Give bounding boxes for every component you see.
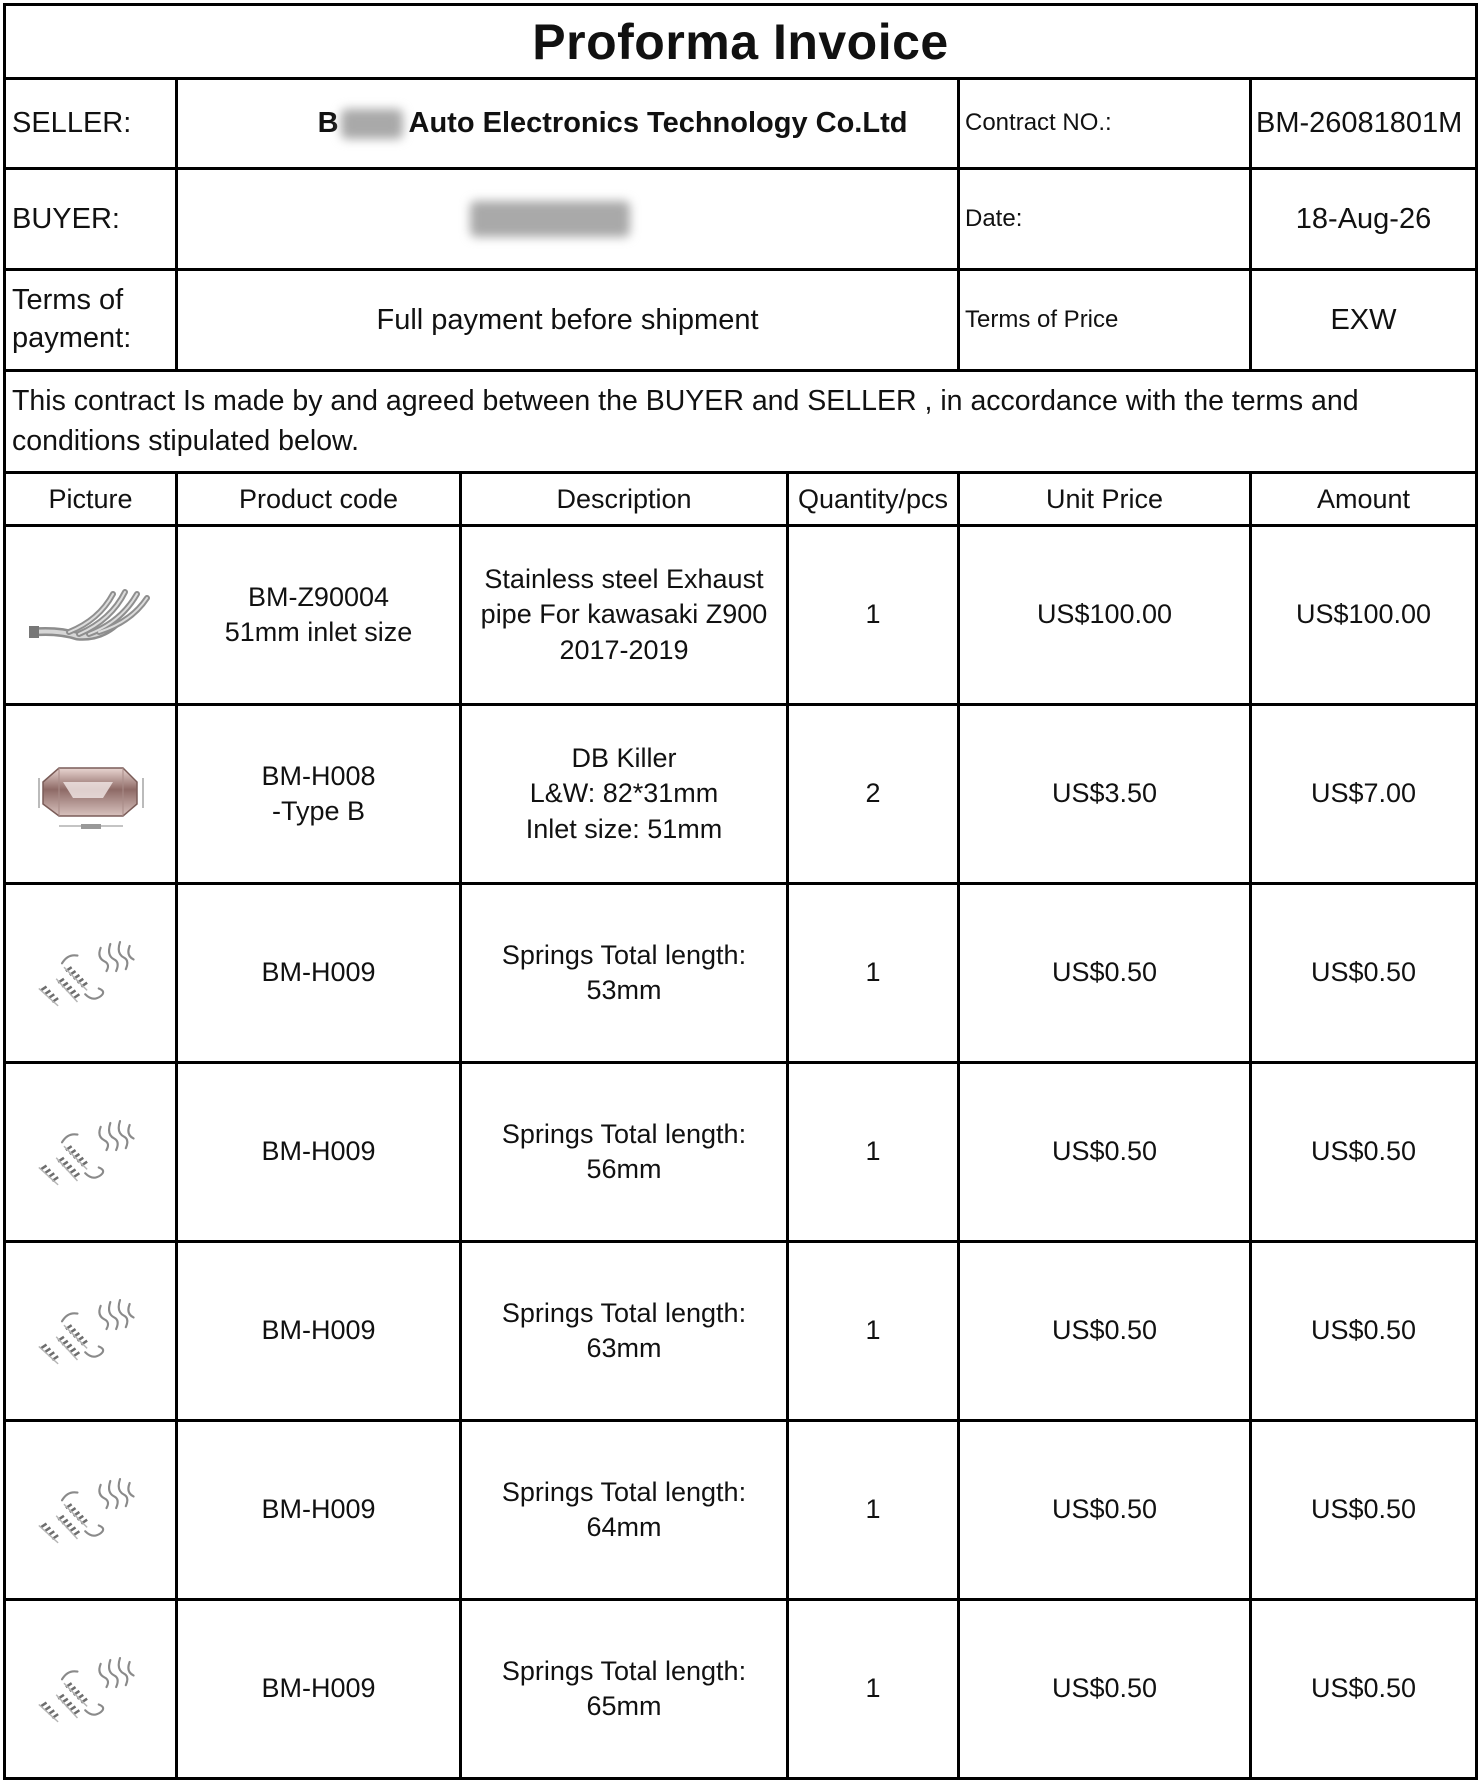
contract-no-value: BM-26081801M [1251,79,1477,169]
product-description [461,1242,788,1421]
product-picture [5,705,177,884]
description-line: 56mm [586,1154,662,1184]
product-picture [5,526,177,705]
seller-name [177,79,959,169]
seller-label: SELLER: [5,79,177,169]
buyer-label: BUYER: [5,169,177,270]
unit-price: US$0.50 [959,1242,1251,1421]
quantity: 2 [788,705,959,884]
proforma-invoice [3,3,1475,1777]
amount: US$0.50 [1251,1421,1477,1600]
description-line: Springs Total length: [501,939,747,970]
quantity: 1 [788,526,959,705]
product-description [461,1063,788,1242]
date-label: Date: [959,169,1251,270]
product-picture [5,1421,177,1600]
product-code-line: 51mm inlet size [224,617,413,647]
product-description [461,526,788,705]
table-row [5,1421,1477,1600]
product-code-line: BM-H009 [261,1673,376,1704]
amount: US$0.50 [1251,1600,1477,1779]
description-line: Springs Total length: [501,1476,747,1507]
exhaust-pipe-icon [29,580,153,650]
seller-name-rest: Auto Electronics Technology Co.Ltd [408,107,908,139]
description-line: DB Killer [571,743,677,774]
product-description [461,884,788,1063]
product-code [177,884,461,1063]
springs-icon [33,1292,149,1370]
product-code-line: -Type B [271,796,366,826]
description-line: pipe For kawasaki Z900 [480,599,768,630]
product-description [461,1600,788,1779]
unit-price: US$3.50 [959,705,1251,884]
product-code [177,526,461,705]
table-row [5,526,1477,705]
product-code [177,1421,461,1600]
redacted-seller-name [341,109,403,139]
amount: US$100.00 [1251,526,1477,705]
unit-price: US$0.50 [959,1063,1251,1242]
column-header-picture: Picture [5,473,177,526]
payment-terms-label: Terms of payment: [5,270,177,371]
unit-price: US$0.50 [959,884,1251,1063]
db-killer-icon [33,752,149,836]
product-picture [5,1600,177,1779]
product-code-line: BM-H008 [261,760,376,791]
description-line: 53mm [586,975,662,1005]
description-line: 64mm [586,1512,662,1542]
amount: US$0.50 [1251,1242,1477,1421]
product-code-line: BM-Z90004 [247,581,390,612]
description-line: Springs Total length: [501,1118,747,1149]
description-line: Springs Total length: [501,1297,747,1328]
column-header-description: Description [461,473,788,526]
unit-price: US$0.50 [959,1600,1251,1779]
seller-name-initial: B [317,107,339,139]
product-code [177,1242,461,1421]
product-code-line: BM-H009 [261,1494,376,1525]
product-code-line: BM-H009 [261,957,376,988]
invoice-table [3,3,1478,1780]
product-picture [5,1242,177,1421]
date-value: 18-Aug-26 [1251,169,1477,270]
table-row [5,1063,1477,1242]
description-line: 63mm [586,1333,662,1363]
quantity: 1 [788,1242,959,1421]
product-picture [5,884,177,1063]
column-header-product-code: Product code [177,473,461,526]
unit-price: US$0.50 [959,1421,1251,1600]
quantity: 1 [788,884,959,1063]
product-description [461,705,788,884]
unit-price: US$100.00 [959,526,1251,705]
contract-no-label: Contract NO.: [959,79,1251,169]
description-line: L&W: 82*31mm [529,778,719,809]
contract-statement: This contract Is made by and agreed between the BUYER and SELLER , in accordance with the terms and conditions stipulated below. [5,371,1477,473]
table-row [5,884,1477,1063]
description-line: Inlet size: 51mm [525,813,723,844]
buyer-name [177,169,959,270]
invoice-title: Proforma Invoice [5,5,1477,79]
price-terms-value: EXW [1251,270,1477,371]
quantity: 1 [788,1600,959,1779]
product-picture [5,1063,177,1242]
description-line: 65mm [586,1691,662,1721]
product-code [177,705,461,884]
amount: US$0.50 [1251,884,1477,1063]
springs-icon [33,934,149,1012]
product-code-line: BM-H009 [261,1315,376,1346]
product-code [177,1600,461,1779]
product-code [177,1063,461,1242]
springs-icon [33,1471,149,1549]
product-description [461,1421,788,1600]
column-header-unit-price: Unit Price [959,473,1251,526]
quantity: 1 [788,1421,959,1600]
column-header-quantity: Quantity/pcs [788,473,959,526]
column-header-amount: Amount [1251,473,1477,526]
springs-icon [33,1650,149,1728]
table-row [5,1600,1477,1779]
payment-terms-value: Full payment before shipment [177,270,959,371]
amount: US$7.00 [1251,705,1477,884]
springs-icon [33,1113,149,1191]
redacted-buyer-name [470,201,630,237]
table-row [5,1242,1477,1421]
product-code-line: BM-H009 [261,1136,376,1167]
description-line: Stainless steel Exhaust [484,564,764,595]
table-row [5,705,1477,884]
amount: US$0.50 [1251,1063,1477,1242]
column-header-row [5,473,1477,526]
quantity: 1 [788,1063,959,1242]
price-terms-label: Terms of Price [959,270,1251,371]
description-line: 2017-2019 [559,634,689,665]
description-line: Springs Total length: [501,1655,747,1686]
